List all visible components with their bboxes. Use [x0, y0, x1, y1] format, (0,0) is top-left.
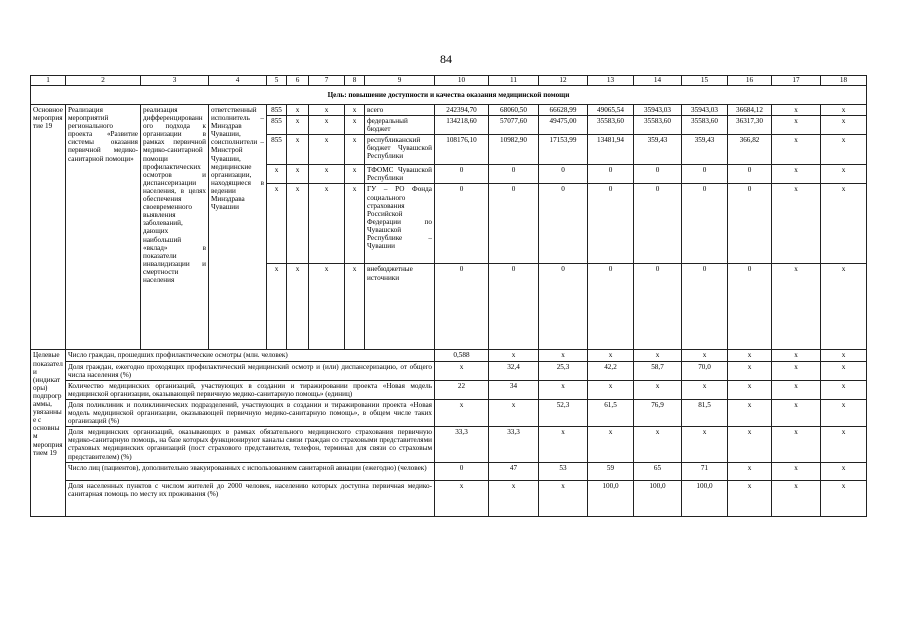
indicator-value: x	[682, 350, 728, 361]
funding-value: 35943,03	[634, 105, 682, 116]
indicator-value: x	[539, 380, 588, 399]
indicator-value: 32,4	[489, 361, 539, 380]
funding-value: 242394,70	[435, 105, 489, 116]
indicator-value: x	[772, 481, 821, 517]
funding-value: 0	[435, 264, 489, 350]
funding-source: ТФОМС Чувашской Республики	[365, 165, 435, 184]
indicator-value: x	[539, 427, 588, 463]
column-number: 17	[772, 76, 821, 86]
funding-source: всего	[365, 105, 435, 116]
budget-code: x	[287, 184, 309, 264]
budget-code: x	[287, 165, 309, 184]
indicator-value: x	[489, 399, 539, 426]
funding-value: 0	[489, 264, 539, 350]
funding-value: 68060,50	[489, 105, 539, 116]
indicator-value: x	[728, 463, 772, 481]
indicator-name: Доля населенных пунктов с числом жителей до 2000 человек, населению которых доступна первичная медико-санитарная помощь по месту их проживания (%)	[66, 481, 435, 517]
column-number: 13	[588, 76, 634, 86]
funding-value: 0	[435, 165, 489, 184]
funding-value: 49065,54	[588, 105, 634, 116]
indicator-value: x	[588, 427, 634, 463]
indicators-label: Целевые показатели (индикаторы) подпрограммы, увязанные с основным мероприятием 19	[31, 350, 66, 517]
indicator-value: 42,2	[588, 361, 634, 380]
indicator-name: Доля граждан, ежегодно проходящих профилактический медицинский осмотр и (или) диспансеризацию, от общего числа населения (%)	[66, 361, 435, 380]
column-number: 15	[682, 76, 728, 86]
indicator-value: x	[772, 361, 821, 380]
indicator-value: x	[634, 427, 682, 463]
budget-code: x	[345, 165, 365, 184]
column-number: 6	[287, 76, 309, 86]
indicator-value: 0,588	[435, 350, 489, 361]
indicator-value: x	[728, 380, 772, 399]
budget-code: 855	[267, 105, 287, 116]
indicator-value: 76,9	[634, 399, 682, 426]
indicator-value: x	[821, 361, 867, 380]
budget-code: x	[267, 184, 287, 264]
indicator-value: x	[682, 380, 728, 399]
indicator-name: Число лиц (пациентов), дополнительно эвакуированных с использованием санитарной авиации (ежегодно) (человек)	[66, 463, 435, 481]
budget-code: x	[345, 105, 365, 116]
funding-value: 0	[682, 264, 728, 350]
funding-value: 66628,99	[539, 105, 588, 116]
indicator-value: 100,0	[588, 481, 634, 517]
indicator-value: 70,0	[682, 361, 728, 380]
budget-code: x	[309, 135, 345, 165]
funding-value: x	[772, 116, 821, 135]
indicator-value: x	[821, 380, 867, 399]
funding-value: x	[772, 105, 821, 116]
indicator-name: Доля медицинских организаций, оказывающих в рамках обязательного медицинского страхования первичную медико-санитарную помощь, на базе которых функционируют каналы связи граждан со страховыми представителями страховых медицинских организаций (пост страхового представителя, телефон, терминал для связи со страховым представителем) (%)	[66, 427, 435, 463]
indicator-value: x	[489, 481, 539, 517]
funding-value: 0	[682, 184, 728, 264]
indicator-name: Число граждан, прошедших профилактические осмотры (млн. человек)	[66, 350, 435, 361]
indicator-value: x	[728, 427, 772, 463]
indicator-value: 34	[489, 380, 539, 399]
event-name: Реализация мероприятий регионального проекта «Развитие системы оказания первичной медико-санитарной помощи»	[66, 105, 141, 350]
funding-value: 0	[634, 264, 682, 350]
funding-value: x	[772, 165, 821, 184]
indicator-value: 61,5	[588, 399, 634, 426]
funding-value: 0	[634, 165, 682, 184]
indicator-value: x	[682, 427, 728, 463]
funding-value: 0	[588, 165, 634, 184]
funding-value: 35583,60	[634, 116, 682, 135]
funding-source: республиканский бюджет Чувашской Республики	[365, 135, 435, 165]
funding-value: 17153,99	[539, 135, 588, 165]
event-executor: ответственный исполнитель – Минздрав Чувашии, соисполнители – Минстрой Чувашии, медицинские организации, находящиеся в ведении Минздрава Чувашии	[209, 105, 267, 350]
budget-code: x	[287, 135, 309, 165]
column-number: 2	[66, 76, 141, 86]
indicator-value: 65	[634, 463, 682, 481]
column-number: 11	[489, 76, 539, 86]
funding-value: 134218,60	[435, 116, 489, 135]
budget-code: x	[267, 264, 287, 350]
funding-value: 10982,90	[489, 135, 539, 165]
column-number: 10	[435, 76, 489, 86]
indicator-value: 100,0	[682, 481, 728, 517]
budget-code: x	[345, 135, 365, 165]
funding-value: 35583,60	[588, 116, 634, 135]
column-number: 5	[267, 76, 287, 86]
indicator-value: x	[435, 361, 489, 380]
budget-code: x	[345, 264, 365, 350]
funding-source: ГУ – РО Фонда социального страхования Российской Федерации по Чувашской Республике – Чувашии	[365, 184, 435, 264]
column-number: 4	[209, 76, 267, 86]
funding-value: x	[821, 116, 867, 135]
column-number: 8	[345, 76, 365, 86]
budget-code: x	[267, 165, 287, 184]
funding-value: x	[772, 264, 821, 350]
column-number: 12	[539, 76, 588, 86]
goal-heading: Цель: повышение доступности и качества оказания медицинской помощи	[31, 86, 867, 105]
indicator-value: x	[772, 427, 821, 463]
funding-value: 0	[588, 264, 634, 350]
budget-code: x	[309, 116, 345, 135]
budget-code: x	[287, 105, 309, 116]
funding-value: 35583,60	[682, 116, 728, 135]
indicator-value: x	[634, 380, 682, 399]
indicator-value: x	[772, 350, 821, 361]
indicator-value: x	[728, 361, 772, 380]
funding-value: 0	[728, 184, 772, 264]
indicator-value: x	[821, 399, 867, 426]
indicator-value: x	[728, 481, 772, 517]
column-number: 1	[31, 76, 66, 86]
funding-value: 0	[489, 165, 539, 184]
indicator-value: x	[772, 399, 821, 426]
funding-value: 0	[728, 165, 772, 184]
event-number: Основное мероприятие 19	[31, 105, 66, 350]
column-number: 3	[141, 76, 209, 86]
indicator-value: x	[728, 399, 772, 426]
funding-value: 13481,94	[588, 135, 634, 165]
budget-code: 855	[267, 116, 287, 135]
column-number: 16	[728, 76, 772, 86]
funding-source: внебюджетные источники	[365, 264, 435, 350]
funding-value: 359,43	[682, 135, 728, 165]
indicator-value: x	[489, 350, 539, 361]
indicator-value: x	[772, 463, 821, 481]
funding-value: 108176,10	[435, 135, 489, 165]
funding-value: 0	[489, 184, 539, 264]
funding-value: x	[772, 135, 821, 165]
funding-value: 36317,30	[728, 116, 772, 135]
funding-value: 0	[539, 184, 588, 264]
funding-value: 0	[539, 165, 588, 184]
budget-code: x	[309, 264, 345, 350]
indicator-value: x	[435, 481, 489, 517]
indicator-value: 33,3	[435, 427, 489, 463]
indicator-value: x	[634, 350, 682, 361]
indicator-value: 0	[435, 463, 489, 481]
indicator-value: 58,7	[634, 361, 682, 380]
indicator-value: 22	[435, 380, 489, 399]
indicator-value: x	[539, 481, 588, 517]
event-description: реализация дифференцированного подхода к организации в рамках первичной медико-санитарной помощи профилактических осмотров и диспансеризации населения, в целях обеспечения своевременного выявления заболеваний, дающих наибольший «вклад» в показатели инвалидизации и смертности населения	[141, 105, 209, 350]
indicator-value: x	[728, 350, 772, 361]
indicator-name: Доля поликлиник и поликлинических подразделений, участвующих в создании и тиражировании проекта «Новая модель медицинской организации, оказывающей первичную медико-санитарную помощь», в общем числе таких организаций (%)	[66, 399, 435, 426]
funding-value: 49475,00	[539, 116, 588, 135]
funding-value: 0	[435, 184, 489, 264]
funding-value: 0	[588, 184, 634, 264]
indicator-value: 47	[489, 463, 539, 481]
funding-value: 0	[682, 165, 728, 184]
indicator-value: x	[588, 380, 634, 399]
indicator-value: 33,3	[489, 427, 539, 463]
program-table	[30, 75, 867, 517]
indicator-value: x	[588, 350, 634, 361]
indicator-value: x	[821, 350, 867, 361]
indicator-name: Количество медицинских организаций, участвующих в создании и тиражировании проекта «Новая модель медицинской организации, оказывающей первичную медико-санитарную помощь» (единиц)	[66, 380, 435, 399]
column-number: 18	[821, 76, 867, 86]
indicator-value: 59	[588, 463, 634, 481]
budget-code: x	[287, 116, 309, 135]
funding-value: 36684,12	[728, 105, 772, 116]
funding-value: x	[821, 105, 867, 116]
budget-code: x	[309, 165, 345, 184]
page-number: 84	[440, 52, 452, 66]
funding-value: 35943,03	[682, 105, 728, 116]
indicator-value: x	[821, 481, 867, 517]
funding-value: 0	[539, 264, 588, 350]
column-number: 9	[365, 76, 435, 86]
budget-code: x	[345, 184, 365, 264]
indicator-value: x	[539, 350, 588, 361]
indicator-value: 25,3	[539, 361, 588, 380]
funding-value: x	[772, 184, 821, 264]
funding-value: 0	[634, 184, 682, 264]
funding-value: x	[821, 165, 867, 184]
funding-source: федеральный бюджет	[365, 116, 435, 135]
column-number: 7	[309, 76, 345, 86]
budget-code: 855	[267, 135, 287, 165]
indicator-value: x	[821, 463, 867, 481]
indicator-value: 52,3	[539, 399, 588, 426]
indicator-value: 53	[539, 463, 588, 481]
budget-code: x	[287, 264, 309, 350]
indicator-value: 71	[682, 463, 728, 481]
funding-value: x	[821, 135, 867, 165]
budget-code: x	[309, 105, 345, 116]
budget-code: x	[345, 116, 365, 135]
indicator-value: x	[772, 380, 821, 399]
indicator-value: 100,0	[634, 481, 682, 517]
funding-value: x	[821, 264, 867, 350]
column-number: 14	[634, 76, 682, 86]
funding-value: 359,43	[634, 135, 682, 165]
funding-value: x	[821, 184, 867, 264]
indicator-value: x	[435, 399, 489, 426]
funding-value: 0	[728, 264, 772, 350]
budget-code: x	[309, 184, 345, 264]
funding-value: 57077,60	[489, 116, 539, 135]
funding-value: 366,82	[728, 135, 772, 165]
indicator-value: 81,5	[682, 399, 728, 426]
indicator-value: x	[821, 427, 867, 463]
